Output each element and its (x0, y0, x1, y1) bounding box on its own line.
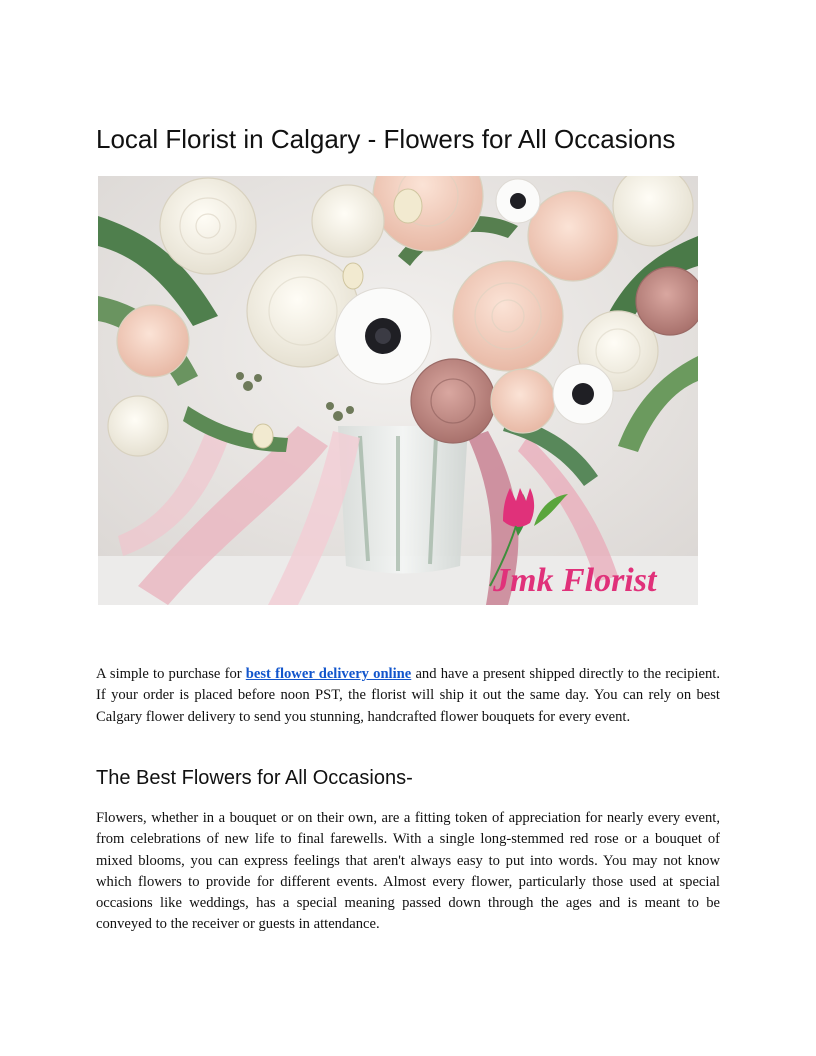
best-flower-delivery-link[interactable]: best flower delivery online (245, 666, 412, 682)
intro-paragraph (96, 664, 720, 728)
page-title: Local Florist in Calgary - Flowers for All Occasions (96, 124, 676, 154)
intro-text-end: and have a present shipped directly to the recipient. If your order is placed before noon PST, the florist will ship it out the same day. You can rely on best Calgary flower delivery to send you stunning, handcrafted flower bouquets for every event. (96, 666, 720, 725)
logo-wordmark: Jmk Florist (493, 562, 657, 599)
intro-text-start: A simple to purchase for (96, 666, 246, 682)
bouquet-illustration (98, 176, 698, 605)
section-paragraph: Flowers, whether in a bouquet or on their own, are a fitting token of appreciation for nearly every event, from celebrations of new life to final farewells. With a single long-stemmed red rose or a bouquet of mixed blooms, you can express feelings that aren't always easy to put into words. You may not know which flowers to provide for different events. Almost every flower, particularly those used at special occasions like weddings, has a special meaning passed down through the ages and is meant to be conveyed to the receiver or guests in attendance. (96, 810, 720, 933)
bouquet-image (98, 176, 698, 605)
document-page (96, 0, 720, 1056)
section-heading: The Best Flowers for All Occasions- (96, 767, 413, 789)
